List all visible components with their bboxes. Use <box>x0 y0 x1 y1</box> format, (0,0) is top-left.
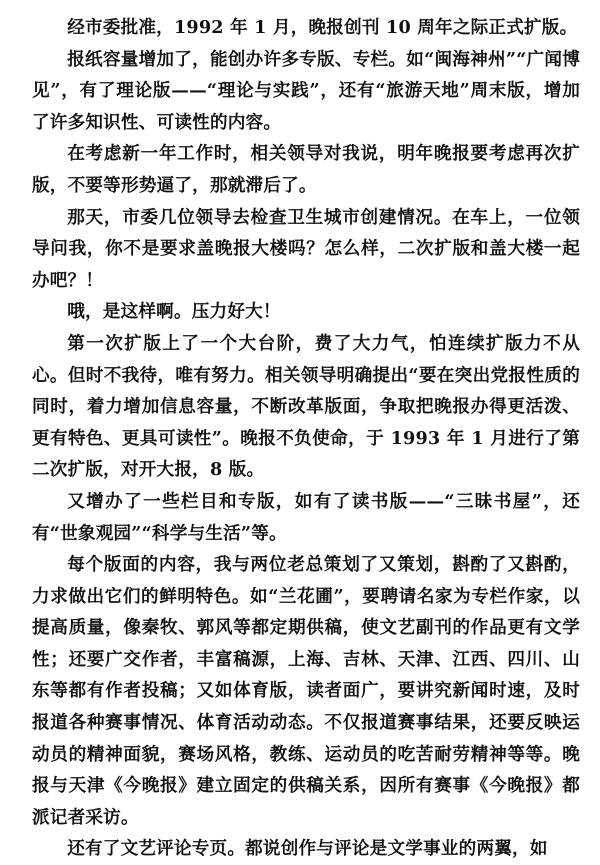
paragraph-7: 又增办了一些栏目和专版，如有了读书版——“三昧书屋”，还有“世象观园”“科学与生活”等。 <box>32 490 580 544</box>
paragraph-8: 每个版面的内容，我与两位老总策划了又策划，斟酌了又斟酌，力求做出它们的鲜明特色。如“兰花圃”，要聘请名家为专栏作家，以提高质量，像秦牧、郭风等都定期供稿，使文艺副刊的作品更有文学性；还要广交作者，丰富稿源，上海、吉林、天津、江西、四川、山东等都有作者投稿；又如体育版，读者面广，要讲究新闻时速，及时报道各种赛事情况、体育活动动态。不仅报道赛事结果，还要反映运动员的精神面貌，赛场风格，教练、运动员的吃苦耐劳精神等等。晚报与天津《今晚报》建立固定的供稿关系，因所有赛事《今晚报》都派记者采访。 <box>32 554 580 828</box>
paragraph-6: 第一次扩版上了一个大台阶，费了大力气，怕连续扩版力不从心。但时不我待，唯有努力。相关领导明确提出“要在突出党报性质的同时，着力增加信息容量，不断改革版面，争取把晚报办得更活泼、更有特色、更具可读性”。晚报不负使命，于 1993 年 1 月进行了第二次扩版，对开大报，8 版。 <box>32 332 580 481</box>
paragraph-4: 那天，市委几位领导去检查卫生城市创建情况。在车上，一位领导问我，你不是要求盖晚报大楼吗？怎么样，二次扩版和盖大楼一起办吧？！ <box>32 206 580 291</box>
paragraph-2: 报纸容量增加了，能创办许多专版、专栏。如“闽海神州”“广闻博见”，有了理论版——“理论与实践”，还有“旅游天地”周末版，增加了许多知识性、可读性的内容。 <box>32 48 580 133</box>
paragraph-5: 哦，是这样啊。压力好大！ <box>67 301 281 323</box>
paragraph-9: 还有了文艺评论专页。都说创作与评论是文学事业的两翼，如 <box>67 838 548 860</box>
paragraph-1: 经市委批准，1992 年 1 月，晚报创刊 10 周年之际正式扩版。 <box>67 17 578 38</box>
document-page <box>32 12 580 865</box>
paragraph-3: 在考虑新一年工作时，相关领导对我说，明年晚报要考虑再次扩版，不要等形势逼了，那就滞后了。 <box>32 143 580 196</box>
